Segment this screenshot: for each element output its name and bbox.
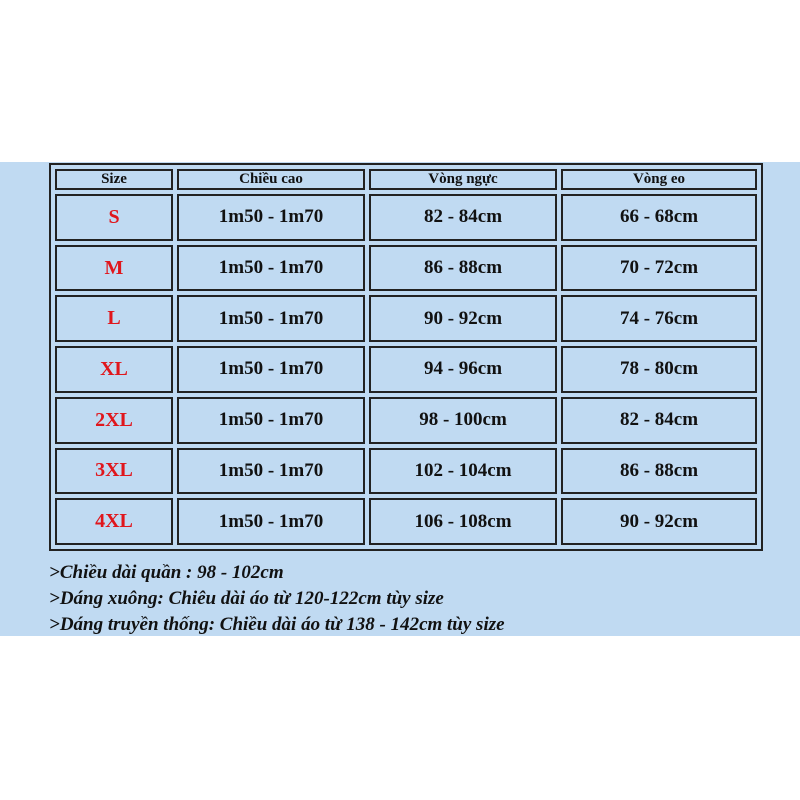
table-row: [55, 346, 757, 393]
table-header-row: [55, 169, 757, 190]
size-label: L: [55, 295, 173, 342]
size-label: S: [55, 194, 173, 241]
header-size: Size: [55, 169, 173, 190]
chest-value: 98 - 100cm: [369, 397, 557, 444]
size-label: 3XL: [55, 448, 173, 495]
waist-value: 86 - 88cm: [561, 448, 757, 495]
header-height: Chiều cao: [177, 169, 365, 190]
chest-value: 86 - 88cm: [369, 245, 557, 292]
height-value: 1m50 - 1m70: [177, 397, 365, 444]
size-label: M: [55, 245, 173, 292]
header-waist: Vòng eo: [561, 169, 757, 190]
table-row: [55, 295, 757, 342]
size-label: 4XL: [55, 498, 173, 545]
waist-value: 70 - 72cm: [561, 245, 757, 292]
height-value: 1m50 - 1m70: [177, 346, 365, 393]
waist-value: 66 - 68cm: [561, 194, 757, 241]
table-row: [55, 397, 757, 444]
height-value: 1m50 - 1m70: [177, 194, 365, 241]
size-table: [49, 163, 763, 551]
header-chest: Vòng ngực: [369, 169, 557, 190]
waist-value: 78 - 80cm: [561, 346, 757, 393]
table-row: [55, 448, 757, 495]
table-row: [55, 498, 757, 545]
chest-value: 106 - 108cm: [369, 498, 557, 545]
chest-value: 90 - 92cm: [369, 295, 557, 342]
table-row: [55, 245, 757, 292]
chest-value: 94 - 96cm: [369, 346, 557, 393]
note-traditional-style: >Dáng truyền thống: Chiều dài áo từ 138 - 142cm tùy size: [49, 614, 505, 635]
waist-value: 90 - 92cm: [561, 498, 757, 545]
waist-value: 74 - 76cm: [561, 295, 757, 342]
height-value: 1m50 - 1m70: [177, 448, 365, 495]
chest-value: 82 - 84cm: [369, 194, 557, 241]
height-value: 1m50 - 1m70: [177, 498, 365, 545]
table-row: [55, 194, 757, 241]
height-value: 1m50 - 1m70: [177, 295, 365, 342]
size-label: XL: [55, 346, 173, 393]
note-pants-length: >Chiều dài quần : 98 - 102cm: [49, 562, 284, 583]
waist-value: 82 - 84cm: [561, 397, 757, 444]
note-straight-style: >Dáng xuông: Chiêu dài áo từ 120-122cm tùy size: [49, 588, 444, 609]
chest-value: 102 - 104cm: [369, 448, 557, 495]
size-notes: [49, 560, 769, 638]
height-value: 1m50 - 1m70: [177, 245, 365, 292]
size-label: 2XL: [55, 397, 173, 444]
